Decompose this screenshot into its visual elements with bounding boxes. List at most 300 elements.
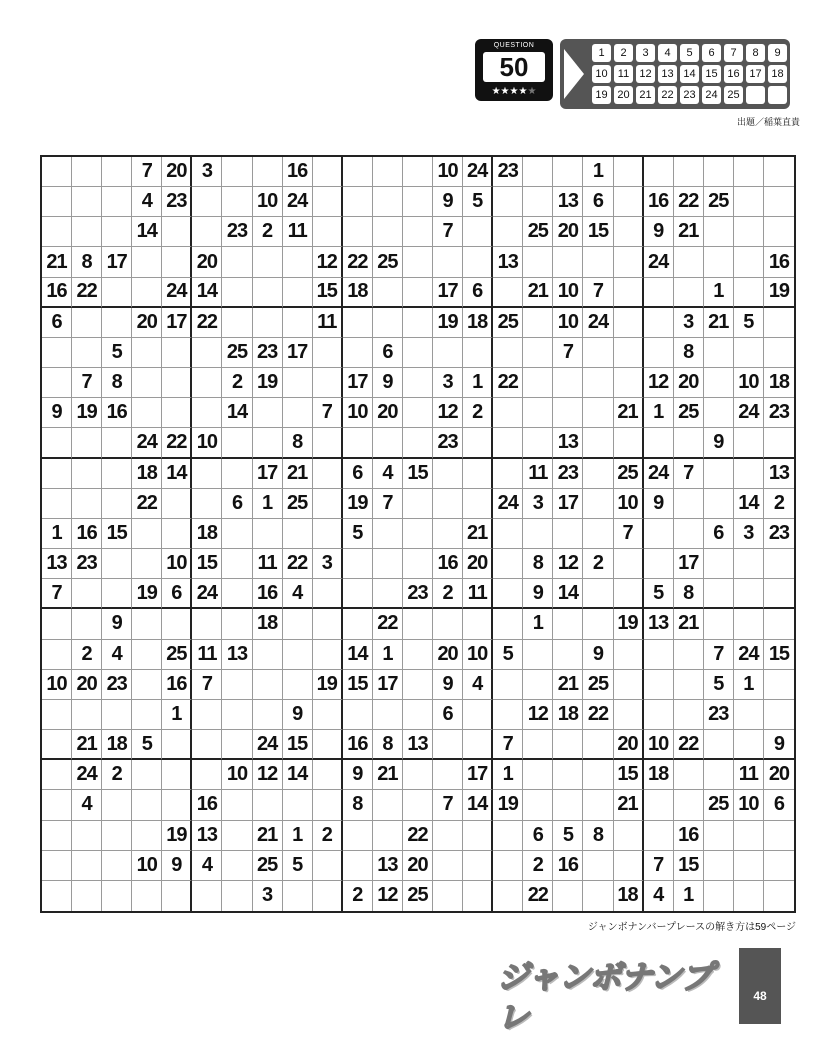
- empty-cell[interactable]: [583, 790, 613, 820]
- empty-cell[interactable]: [614, 670, 644, 700]
- empty-cell[interactable]: [373, 821, 403, 851]
- empty-cell[interactable]: [403, 308, 433, 338]
- empty-cell[interactable]: [734, 247, 764, 277]
- empty-cell[interactable]: [704, 730, 734, 760]
- empty-cell[interactable]: [614, 338, 644, 368]
- empty-cell[interactable]: [644, 157, 674, 187]
- empty-cell[interactable]: [403, 640, 433, 670]
- empty-cell[interactable]: [523, 157, 553, 187]
- empty-cell[interactable]: [283, 308, 313, 338]
- empty-cell[interactable]: [403, 670, 433, 700]
- empty-cell[interactable]: [734, 428, 764, 458]
- empty-cell[interactable]: [132, 278, 162, 308]
- empty-cell[interactable]: [222, 187, 252, 217]
- empty-cell[interactable]: [764, 157, 794, 187]
- empty-cell[interactable]: [403, 157, 433, 187]
- empty-cell[interactable]: [222, 459, 252, 489]
- empty-cell[interactable]: [72, 217, 102, 247]
- empty-cell[interactable]: [523, 730, 553, 760]
- empty-cell[interactable]: [42, 338, 72, 368]
- empty-cell[interactable]: [132, 338, 162, 368]
- empty-cell[interactable]: [132, 609, 162, 639]
- empty-cell[interactable]: [222, 308, 252, 338]
- empty-cell[interactable]: [373, 790, 403, 820]
- empty-cell[interactable]: [614, 247, 644, 277]
- empty-cell[interactable]: [42, 790, 72, 820]
- progress-number-box[interactable]: 7: [724, 44, 743, 62]
- empty-cell[interactable]: [313, 790, 343, 820]
- empty-cell[interactable]: [764, 579, 794, 609]
- empty-cell[interactable]: [222, 730, 252, 760]
- empty-cell[interactable]: [313, 157, 343, 187]
- empty-cell[interactable]: [373, 700, 403, 730]
- empty-cell[interactable]: [132, 670, 162, 700]
- empty-cell[interactable]: [42, 821, 72, 851]
- empty-cell[interactable]: [373, 278, 403, 308]
- empty-cell[interactable]: [102, 790, 132, 820]
- empty-cell[interactable]: [674, 278, 704, 308]
- empty-cell[interactable]: [162, 790, 192, 820]
- empty-cell[interactable]: [343, 579, 373, 609]
- progress-number-box[interactable]: 17: [746, 65, 765, 83]
- empty-cell[interactable]: [132, 519, 162, 549]
- empty-cell[interactable]: [704, 549, 734, 579]
- empty-cell[interactable]: [493, 670, 523, 700]
- empty-cell[interactable]: [614, 308, 644, 338]
- empty-cell[interactable]: [192, 217, 222, 247]
- empty-cell[interactable]: [313, 609, 343, 639]
- empty-cell[interactable]: [734, 157, 764, 187]
- empty-cell[interactable]: [553, 730, 583, 760]
- empty-cell[interactable]: [614, 278, 644, 308]
- empty-cell[interactable]: [373, 549, 403, 579]
- empty-cell[interactable]: [343, 157, 373, 187]
- empty-cell[interactable]: [644, 670, 674, 700]
- empty-cell[interactable]: [343, 187, 373, 217]
- empty-cell[interactable]: [553, 881, 583, 911]
- empty-cell[interactable]: [132, 881, 162, 911]
- empty-cell[interactable]: [283, 609, 313, 639]
- empty-cell[interactable]: [583, 851, 613, 881]
- empty-cell[interactable]: [42, 760, 72, 790]
- empty-cell[interactable]: [192, 489, 222, 519]
- empty-cell[interactable]: [553, 398, 583, 428]
- empty-cell[interactable]: [373, 519, 403, 549]
- empty-cell[interactable]: [72, 428, 102, 458]
- empty-cell[interactable]: [523, 519, 553, 549]
- empty-cell[interactable]: [583, 428, 613, 458]
- progress-number-box[interactable]: 21: [636, 86, 655, 104]
- empty-cell[interactable]: [764, 549, 794, 579]
- empty-cell[interactable]: [313, 489, 343, 519]
- empty-cell[interactable]: [403, 278, 433, 308]
- empty-cell[interactable]: [674, 760, 704, 790]
- empty-cell[interactable]: [102, 157, 132, 187]
- empty-cell[interactable]: [222, 881, 252, 911]
- progress-number-box[interactable]: 2: [614, 44, 633, 62]
- empty-cell[interactable]: [493, 459, 523, 489]
- empty-cell[interactable]: [42, 609, 72, 639]
- empty-cell[interactable]: [162, 760, 192, 790]
- empty-cell[interactable]: [102, 549, 132, 579]
- empty-cell[interactable]: [644, 700, 674, 730]
- empty-cell[interactable]: [704, 821, 734, 851]
- empty-cell[interactable]: [102, 579, 132, 609]
- empty-cell[interactable]: [674, 428, 704, 458]
- empty-cell[interactable]: [704, 247, 734, 277]
- empty-cell[interactable]: [764, 428, 794, 458]
- empty-cell[interactable]: [493, 609, 523, 639]
- empty-cell[interactable]: [162, 881, 192, 911]
- empty-cell[interactable]: [132, 640, 162, 670]
- empty-cell[interactable]: [493, 187, 523, 217]
- empty-cell[interactable]: [42, 881, 72, 911]
- empty-cell[interactable]: [644, 308, 674, 338]
- progress-number-box[interactable]: 3: [636, 44, 655, 62]
- empty-cell[interactable]: [463, 881, 493, 911]
- empty-cell[interactable]: [583, 730, 613, 760]
- empty-cell[interactable]: [403, 187, 433, 217]
- empty-cell[interactable]: [102, 308, 132, 338]
- empty-cell[interactable]: [463, 247, 493, 277]
- empty-cell[interactable]: [553, 640, 583, 670]
- empty-cell[interactable]: [614, 579, 644, 609]
- empty-cell[interactable]: [644, 640, 674, 670]
- empty-cell[interactable]: [283, 881, 313, 911]
- empty-cell[interactable]: [734, 217, 764, 247]
- empty-cell[interactable]: [373, 308, 403, 338]
- progress-number-box[interactable]: 18: [768, 65, 787, 83]
- empty-cell[interactable]: [102, 489, 132, 519]
- empty-cell[interactable]: [433, 519, 463, 549]
- empty-cell[interactable]: [403, 338, 433, 368]
- empty-cell[interactable]: [343, 549, 373, 579]
- empty-cell[interactable]: [343, 609, 373, 639]
- empty-cell[interactable]: [222, 519, 252, 549]
- empty-cell[interactable]: [313, 730, 343, 760]
- empty-cell[interactable]: [764, 308, 794, 338]
- empty-cell[interactable]: [343, 217, 373, 247]
- empty-cell[interactable]: [42, 459, 72, 489]
- empty-cell[interactable]: [704, 579, 734, 609]
- empty-cell[interactable]: [343, 700, 373, 730]
- empty-cell[interactable]: [614, 851, 644, 881]
- empty-cell[interactable]: [253, 670, 283, 700]
- empty-cell[interactable]: [72, 459, 102, 489]
- empty-cell[interactable]: [102, 187, 132, 217]
- empty-cell[interactable]: [403, 609, 433, 639]
- empty-cell[interactable]: [523, 640, 553, 670]
- empty-cell[interactable]: [764, 217, 794, 247]
- empty-cell[interactable]: [553, 519, 583, 549]
- empty-cell[interactable]: [343, 821, 373, 851]
- empty-cell[interactable]: [553, 760, 583, 790]
- empty-cell[interactable]: [102, 881, 132, 911]
- progress-number-box[interactable]: 5: [680, 44, 699, 62]
- empty-cell[interactable]: [583, 609, 613, 639]
- empty-cell[interactable]: [373, 428, 403, 458]
- empty-cell[interactable]: [463, 730, 493, 760]
- empty-cell[interactable]: [583, 398, 613, 428]
- empty-cell[interactable]: [523, 398, 553, 428]
- empty-cell[interactable]: [222, 247, 252, 277]
- empty-cell[interactable]: [283, 790, 313, 820]
- empty-cell[interactable]: [313, 851, 343, 881]
- empty-cell[interactable]: [674, 640, 704, 670]
- empty-cell[interactable]: [192, 459, 222, 489]
- empty-cell[interactable]: [253, 157, 283, 187]
- empty-cell[interactable]: [192, 730, 222, 760]
- progress-number-box[interactable]: 11: [614, 65, 633, 83]
- empty-cell[interactable]: [313, 881, 343, 911]
- empty-cell[interactable]: [102, 821, 132, 851]
- empty-cell[interactable]: [72, 308, 102, 338]
- empty-cell[interactable]: [493, 821, 523, 851]
- empty-cell[interactable]: [313, 187, 343, 217]
- empty-cell[interactable]: [283, 247, 313, 277]
- empty-cell[interactable]: [42, 157, 72, 187]
- empty-cell[interactable]: [583, 459, 613, 489]
- empty-cell[interactable]: [222, 428, 252, 458]
- progress-number-box[interactable]: 22: [658, 86, 677, 104]
- empty-cell[interactable]: [433, 489, 463, 519]
- empty-cell[interactable]: [102, 700, 132, 730]
- empty-cell[interactable]: [583, 519, 613, 549]
- empty-cell[interactable]: [192, 760, 222, 790]
- empty-cell[interactable]: [583, 760, 613, 790]
- empty-cell[interactable]: [614, 157, 644, 187]
- empty-cell[interactable]: [42, 640, 72, 670]
- empty-cell[interactable]: [764, 700, 794, 730]
- empty-cell[interactable]: [583, 368, 613, 398]
- empty-cell[interactable]: [523, 790, 553, 820]
- progress-number-box[interactable]: 8: [746, 44, 765, 62]
- empty-cell[interactable]: [313, 428, 343, 458]
- empty-cell[interactable]: [42, 428, 72, 458]
- empty-cell[interactable]: [72, 821, 102, 851]
- empty-cell[interactable]: [704, 760, 734, 790]
- progress-number-box[interactable]: 1: [592, 44, 611, 62]
- empty-cell[interactable]: [553, 609, 583, 639]
- progress-number-box[interactable]: 14: [680, 65, 699, 83]
- empty-cell[interactable]: [463, 700, 493, 730]
- empty-cell[interactable]: [493, 579, 523, 609]
- empty-cell[interactable]: [192, 700, 222, 730]
- empty-cell[interactable]: [674, 157, 704, 187]
- empty-cell[interactable]: [614, 821, 644, 851]
- empty-cell[interactable]: [222, 851, 252, 881]
- empty-cell[interactable]: [644, 790, 674, 820]
- empty-cell[interactable]: [132, 760, 162, 790]
- empty-cell[interactable]: [42, 489, 72, 519]
- empty-cell[interactable]: [704, 609, 734, 639]
- empty-cell[interactable]: [433, 760, 463, 790]
- empty-cell[interactable]: [674, 247, 704, 277]
- empty-cell[interactable]: [42, 851, 72, 881]
- empty-cell[interactable]: [463, 821, 493, 851]
- empty-cell[interactable]: [313, 640, 343, 670]
- empty-cell[interactable]: [493, 278, 523, 308]
- empty-cell[interactable]: [162, 368, 192, 398]
- empty-cell[interactable]: [614, 368, 644, 398]
- empty-cell[interactable]: [403, 790, 433, 820]
- empty-cell[interactable]: [192, 338, 222, 368]
- empty-cell[interactable]: [493, 398, 523, 428]
- empty-cell[interactable]: [614, 549, 644, 579]
- empty-cell[interactable]: [583, 247, 613, 277]
- empty-cell[interactable]: [614, 700, 644, 730]
- empty-cell[interactable]: [313, 579, 343, 609]
- empty-cell[interactable]: [734, 579, 764, 609]
- progress-number-box[interactable]: 10: [592, 65, 611, 83]
- empty-cell[interactable]: [463, 459, 493, 489]
- empty-cell[interactable]: [192, 881, 222, 911]
- empty-cell[interactable]: [614, 428, 644, 458]
- empty-cell[interactable]: [674, 519, 704, 549]
- empty-cell[interactable]: [764, 851, 794, 881]
- progress-number-box[interactable]: 24: [702, 86, 721, 104]
- empty-cell[interactable]: [102, 459, 132, 489]
- empty-cell[interactable]: [373, 157, 403, 187]
- empty-cell[interactable]: [313, 338, 343, 368]
- empty-cell[interactable]: [734, 851, 764, 881]
- empty-cell[interactable]: [583, 579, 613, 609]
- empty-cell[interactable]: [102, 278, 132, 308]
- empty-cell[interactable]: [373, 187, 403, 217]
- empty-cell[interactable]: [313, 700, 343, 730]
- empty-cell[interactable]: [734, 730, 764, 760]
- empty-cell[interactable]: [644, 821, 674, 851]
- empty-cell[interactable]: [523, 308, 553, 338]
- empty-cell[interactable]: [222, 700, 252, 730]
- empty-cell[interactable]: [42, 217, 72, 247]
- empty-cell[interactable]: [493, 519, 523, 549]
- empty-cell[interactable]: [253, 278, 283, 308]
- empty-cell[interactable]: [162, 489, 192, 519]
- empty-cell[interactable]: [463, 338, 493, 368]
- empty-cell[interactable]: [192, 609, 222, 639]
- empty-cell[interactable]: [283, 278, 313, 308]
- empty-cell[interactable]: [433, 609, 463, 639]
- empty-cell[interactable]: [253, 398, 283, 428]
- empty-cell[interactable]: [162, 398, 192, 428]
- empty-cell[interactable]: [253, 308, 283, 338]
- empty-cell[interactable]: [734, 338, 764, 368]
- empty-cell[interactable]: [433, 338, 463, 368]
- empty-cell[interactable]: [764, 338, 794, 368]
- progress-number-box[interactable]: 4: [658, 44, 677, 62]
- empty-cell[interactable]: [72, 700, 102, 730]
- empty-cell[interactable]: [222, 670, 252, 700]
- empty-cell[interactable]: [373, 579, 403, 609]
- empty-cell[interactable]: [553, 157, 583, 187]
- empty-cell[interactable]: [222, 821, 252, 851]
- empty-cell[interactable]: [523, 670, 553, 700]
- empty-cell[interactable]: [764, 609, 794, 639]
- empty-cell[interactable]: [313, 217, 343, 247]
- empty-cell[interactable]: [42, 730, 72, 760]
- empty-cell[interactable]: [162, 338, 192, 368]
- empty-cell[interactable]: [343, 338, 373, 368]
- empty-cell[interactable]: [192, 368, 222, 398]
- empty-cell[interactable]: [734, 700, 764, 730]
- empty-cell[interactable]: [253, 790, 283, 820]
- empty-cell[interactable]: [463, 428, 493, 458]
- empty-cell[interactable]: [463, 851, 493, 881]
- empty-cell[interactable]: [583, 489, 613, 519]
- empty-cell[interactable]: [102, 851, 132, 881]
- empty-cell[interactable]: [162, 609, 192, 639]
- empty-cell[interactable]: [72, 489, 102, 519]
- empty-cell[interactable]: [403, 489, 433, 519]
- empty-cell[interactable]: [553, 368, 583, 398]
- empty-cell[interactable]: [433, 459, 463, 489]
- empty-cell[interactable]: [704, 851, 734, 881]
- progress-number-box[interactable]: 20: [614, 86, 633, 104]
- progress-number-box[interactable]: 25: [724, 86, 743, 104]
- empty-cell[interactable]: [403, 368, 433, 398]
- empty-cell[interactable]: [734, 609, 764, 639]
- empty-cell[interactable]: [283, 670, 313, 700]
- empty-cell[interactable]: [614, 217, 644, 247]
- empty-cell[interactable]: [674, 489, 704, 519]
- empty-cell[interactable]: [222, 609, 252, 639]
- empty-cell[interactable]: [764, 187, 794, 217]
- empty-cell[interactable]: [704, 489, 734, 519]
- empty-cell[interactable]: [433, 247, 463, 277]
- empty-cell[interactable]: [253, 700, 283, 730]
- empty-cell[interactable]: [433, 851, 463, 881]
- empty-cell[interactable]: [132, 368, 162, 398]
- empty-cell[interactable]: [403, 247, 433, 277]
- empty-cell[interactable]: [704, 217, 734, 247]
- empty-cell[interactable]: [343, 308, 373, 338]
- empty-cell[interactable]: [644, 549, 674, 579]
- progress-number-box[interactable]: 15: [702, 65, 721, 83]
- empty-cell[interactable]: [523, 187, 553, 217]
- empty-cell[interactable]: [283, 640, 313, 670]
- progress-number-box[interactable]: 23: [680, 86, 699, 104]
- empty-cell[interactable]: [734, 549, 764, 579]
- empty-cell[interactable]: [162, 247, 192, 277]
- empty-cell[interactable]: [704, 338, 734, 368]
- empty-cell[interactable]: [192, 187, 222, 217]
- empty-cell[interactable]: [734, 821, 764, 851]
- empty-cell[interactable]: [403, 428, 433, 458]
- empty-cell[interactable]: [433, 881, 463, 911]
- progress-blank-box[interactable]: [746, 86, 765, 104]
- empty-cell[interactable]: [403, 700, 433, 730]
- empty-cell[interactable]: [674, 670, 704, 700]
- empty-cell[interactable]: [493, 428, 523, 458]
- empty-cell[interactable]: [523, 338, 553, 368]
- empty-cell[interactable]: [132, 821, 162, 851]
- empty-cell[interactable]: [72, 338, 102, 368]
- empty-cell[interactable]: [283, 368, 313, 398]
- empty-cell[interactable]: [222, 549, 252, 579]
- empty-cell[interactable]: [42, 368, 72, 398]
- empty-cell[interactable]: [72, 881, 102, 911]
- empty-cell[interactable]: [704, 368, 734, 398]
- empty-cell[interactable]: [343, 428, 373, 458]
- empty-cell[interactable]: [132, 700, 162, 730]
- empty-cell[interactable]: [72, 157, 102, 187]
- empty-cell[interactable]: [644, 519, 674, 549]
- empty-cell[interactable]: [433, 730, 463, 760]
- empty-cell[interactable]: [433, 821, 463, 851]
- empty-cell[interactable]: [313, 368, 343, 398]
- progress-number-box[interactable]: 9: [768, 44, 787, 62]
